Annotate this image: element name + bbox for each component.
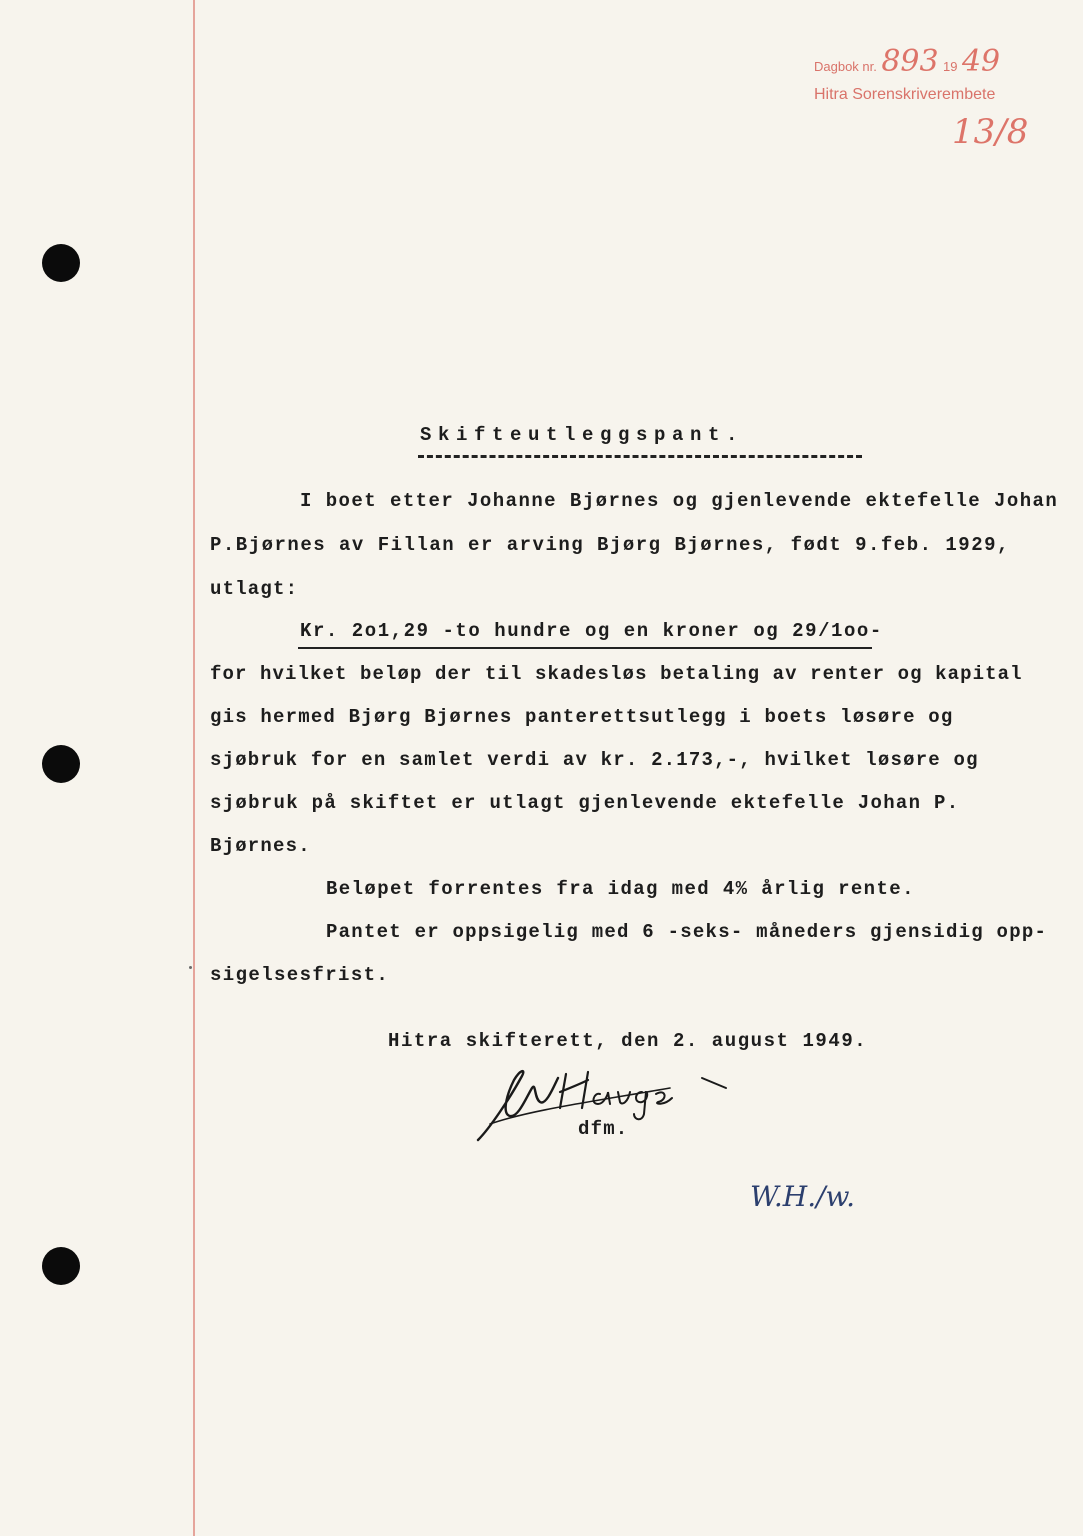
body-line-8: sjøbruk på skiftet er utlagt gjenlevende ektefelle Johan P.	[210, 792, 960, 814]
margin-line	[193, 0, 195, 1536]
punch-hole-bottom	[42, 1247, 80, 1285]
dagbok-number: 893	[881, 44, 939, 79]
body-line-5: for hvilket beløp der til skadesløs betaling av renter og kapital	[210, 663, 1023, 685]
handwritten-initials: W.H./w.	[750, 1180, 856, 1213]
punch-hole-middle	[42, 745, 80, 783]
body-line-9: Bjørnes.	[210, 835, 311, 857]
punch-hole-top	[42, 244, 80, 282]
body-line-11: Pantet er oppsigelig med 6 -seks- måneders gjensidig opp-	[326, 921, 1048, 943]
amount-underline	[298, 647, 872, 649]
paper-mark	[189, 966, 192, 969]
registry-stamp	[814, 44, 1000, 79]
year-suffix: 49	[961, 44, 1001, 79]
body-line-1: I boet etter Johanne Bjørnes og gjenlevende ektefelle Johan	[300, 490, 1059, 512]
title-underline	[418, 455, 862, 458]
signer-title: dfm.	[578, 1118, 629, 1140]
dagbok-label: Dagbok nr.	[814, 59, 877, 74]
body-line-6: gis hermed Bjørg Bjørnes panterettsutlegg i boets løsøre og	[210, 706, 954, 728]
body-line-7: sjøbruk for en samlet verdi av kr. 2.173,-, hvilket løsøre og	[210, 749, 979, 771]
body-line-10: Beløpet forrentes fra idag med 4% årlig rente.	[326, 878, 915, 900]
body-line-3: utlagt:	[210, 578, 299, 600]
year-prefix: 19	[943, 59, 958, 74]
date-note: 13/8	[952, 112, 1029, 152]
body-line-12: sigelsesfrist.	[210, 964, 390, 986]
stamp-date-note	[952, 112, 1028, 152]
stamp-office: Hitra Sorenskriverembete	[814, 86, 996, 103]
document-title: Skifteutleggspant.	[420, 424, 745, 446]
amount-line: Kr. 2o1,29 -to hundre og en kroner og 29/1oo-	[300, 620, 883, 642]
body-line-2: P.Bjørnes av Fillan er arving Bjørg Bjørnes, født 9.feb. 1929,	[210, 534, 1010, 556]
place-date: Hitra skifterett, den 2. august 1949.	[388, 1030, 868, 1052]
